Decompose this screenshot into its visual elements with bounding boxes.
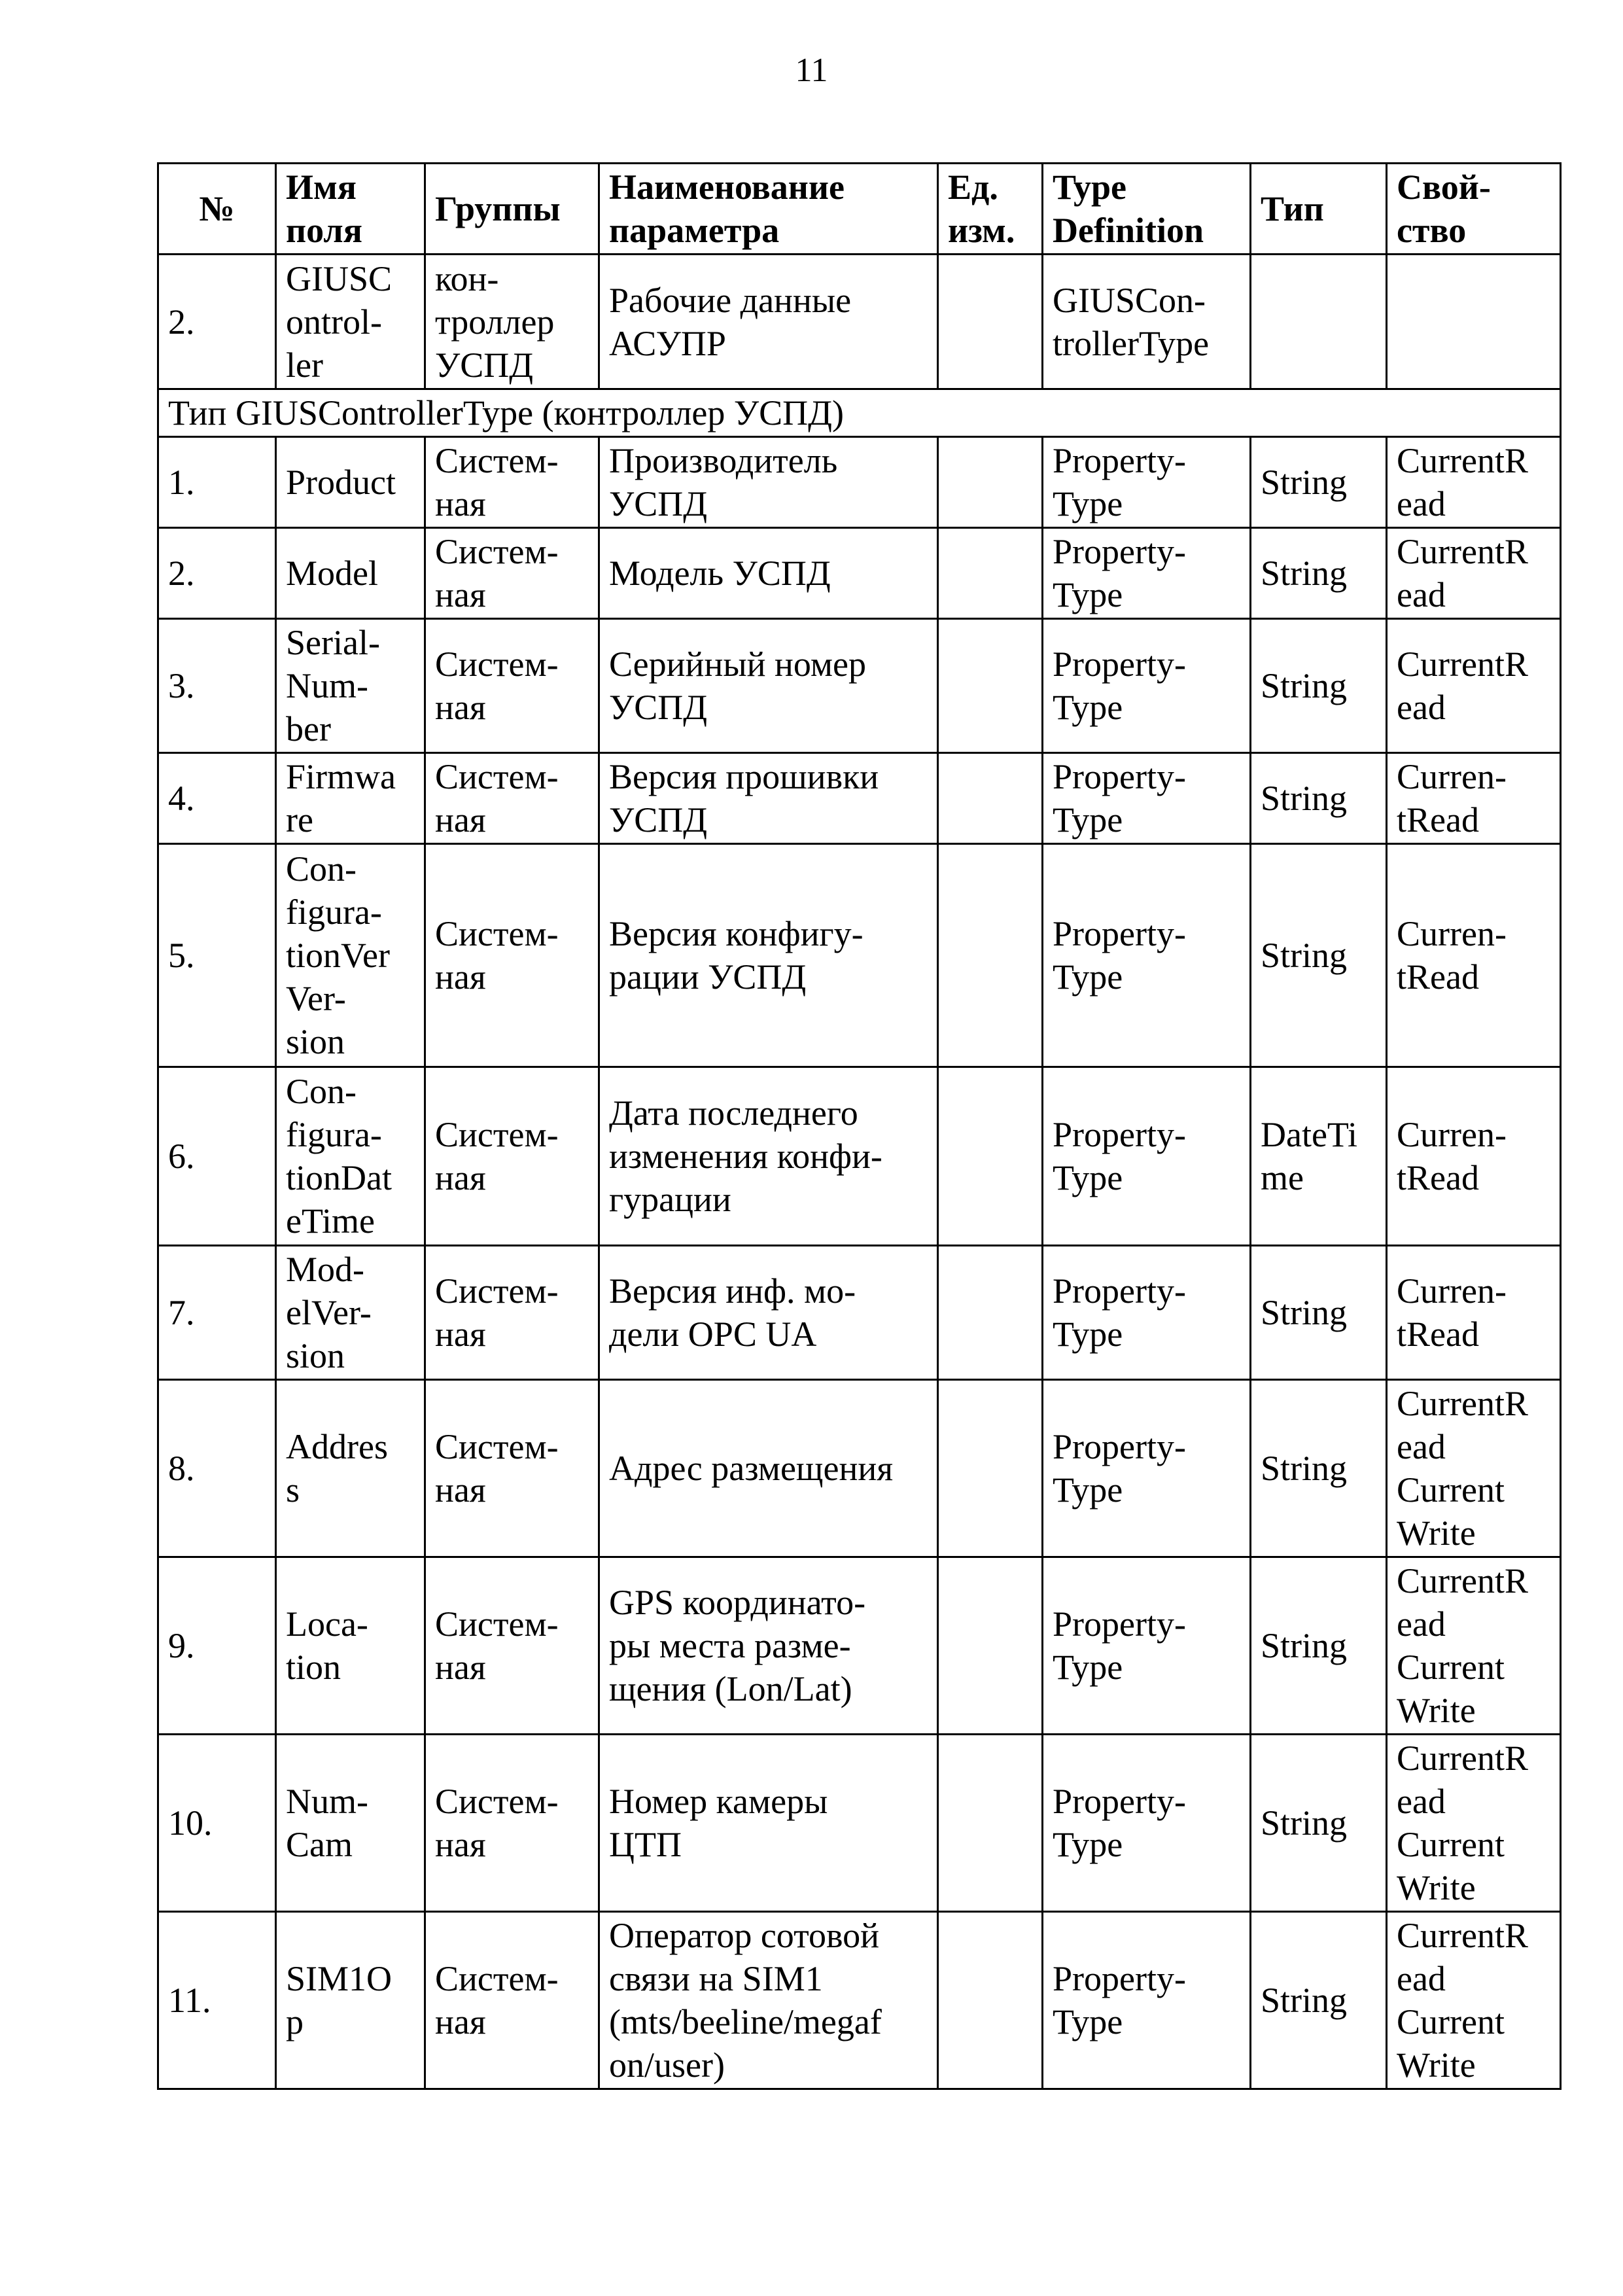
cell-param-name: Версия конфигу- рации УСПД bbox=[599, 844, 938, 1067]
header-type: Тип bbox=[1251, 164, 1387, 255]
header-property: Свой- ство bbox=[1387, 164, 1561, 255]
cell-type bbox=[1251, 255, 1387, 389]
cell-no: 7. bbox=[158, 1246, 276, 1380]
cell-param-name: Версия прошивки УСПД bbox=[599, 753, 938, 844]
cell-property: CurrentR ead Current Write bbox=[1387, 1912, 1561, 2089]
cell-property: CurrentR ead Current Write bbox=[1387, 1735, 1561, 1912]
cell-no: 10. bbox=[158, 1735, 276, 1912]
cell-type-definition: Property- Type bbox=[1043, 619, 1251, 753]
header-groups: Группы bbox=[425, 164, 599, 255]
cell-groups: Систем- ная bbox=[425, 1380, 599, 1557]
cell-type-definition: Property- Type bbox=[1043, 844, 1251, 1067]
table-row bbox=[158, 1246, 1561, 1380]
cell-no: 2. bbox=[158, 255, 276, 389]
cell-type: String bbox=[1251, 1735, 1387, 1912]
header-field-name: Имя поля bbox=[276, 164, 425, 255]
cell-unit bbox=[938, 619, 1043, 753]
cell-type: String bbox=[1251, 528, 1387, 619]
cell-param-name: Номер камеры ЦТП bbox=[599, 1735, 938, 1912]
cell-no: 2. bbox=[158, 528, 276, 619]
cell-no: 11. bbox=[158, 1912, 276, 2089]
cell-unit bbox=[938, 1380, 1043, 1557]
cell-param-name: Оператор сотовой связи на SIM1 (mts/beeline/megaf on/user) bbox=[599, 1912, 938, 2089]
cell-groups: Систем- ная bbox=[425, 1735, 599, 1912]
cell-param-name: Дата последнего изменения конфи- гурации bbox=[599, 1067, 938, 1246]
cell-type: String bbox=[1251, 1380, 1387, 1557]
cell-no: 8. bbox=[158, 1380, 276, 1557]
cell-field-name: Product bbox=[276, 437, 425, 528]
table-section-row bbox=[158, 389, 1561, 437]
cell-unit bbox=[938, 528, 1043, 619]
cell-property: CurrentR ead bbox=[1387, 528, 1561, 619]
cell-property: CurrentR ead bbox=[1387, 619, 1561, 753]
cell-unit bbox=[938, 1912, 1043, 2089]
cell-type: String bbox=[1251, 1557, 1387, 1735]
cell-groups: кон- троллер УСПД bbox=[425, 255, 599, 389]
cell-groups: Систем- ная bbox=[425, 1246, 599, 1380]
cell-param-name: Версия инф. мо- дели OPC UA bbox=[599, 1246, 938, 1380]
cell-unit bbox=[938, 753, 1043, 844]
cell-property: Curren- tRead bbox=[1387, 844, 1561, 1067]
cell-unit bbox=[938, 1067, 1043, 1246]
section-title: Тип GIUSControllerType (контроллер УСПД) bbox=[158, 389, 1561, 437]
table-row bbox=[158, 1557, 1561, 1735]
cell-groups: Систем- ная bbox=[425, 619, 599, 753]
page-number: 11 bbox=[795, 52, 828, 89]
header-param-name: Наименование параметра bbox=[599, 164, 938, 255]
cell-type: String bbox=[1251, 437, 1387, 528]
table-row bbox=[158, 619, 1561, 753]
cell-groups: Систем- ная bbox=[425, 1067, 599, 1246]
cell-property: Curren- tRead bbox=[1387, 753, 1561, 844]
cell-type: String bbox=[1251, 753, 1387, 844]
cell-type-definition: Property- Type bbox=[1043, 528, 1251, 619]
cell-param-name: GPS координато- ры места разме- щения (Lon/Lat) bbox=[599, 1557, 938, 1735]
cell-type-definition: Property- Type bbox=[1043, 1380, 1251, 1557]
cell-field-name: Model bbox=[276, 528, 425, 619]
cell-no: 1. bbox=[158, 437, 276, 528]
table-row bbox=[158, 753, 1561, 844]
cell-type-definition: Property- Type bbox=[1043, 1067, 1251, 1246]
table-row bbox=[158, 1912, 1561, 2089]
cell-unit bbox=[938, 1735, 1043, 1912]
cell-groups: Систем- ная bbox=[425, 528, 599, 619]
cell-type-definition: Property- Type bbox=[1043, 753, 1251, 844]
header-unit: Ед. изм. bbox=[938, 164, 1043, 255]
cell-type-definition: Property- Type bbox=[1043, 437, 1251, 528]
cell-param-name: Рабочие данные АСУПР bbox=[599, 255, 938, 389]
cell-property: CurrentR ead bbox=[1387, 437, 1561, 528]
cell-property bbox=[1387, 255, 1561, 389]
parameters-table bbox=[157, 162, 1562, 2090]
cell-unit bbox=[938, 255, 1043, 389]
cell-type: String bbox=[1251, 844, 1387, 1067]
cell-no: 5. bbox=[158, 844, 276, 1067]
cell-type-definition: GIUSCon- trollerType bbox=[1043, 255, 1251, 389]
cell-type: String bbox=[1251, 619, 1387, 753]
table-row-controller bbox=[158, 255, 1561, 389]
cell-field-name: Loca- tion bbox=[276, 1557, 425, 1735]
cell-type-definition: Property- Type bbox=[1043, 1735, 1251, 1912]
table-header-row bbox=[158, 164, 1561, 255]
cell-field-name: Firmwa re bbox=[276, 753, 425, 844]
cell-unit bbox=[938, 844, 1043, 1067]
cell-property: Curren- tRead bbox=[1387, 1246, 1561, 1380]
table-row bbox=[158, 1067, 1561, 1246]
table-row bbox=[158, 844, 1561, 1067]
cell-type-definition: Property- Type bbox=[1043, 1557, 1251, 1735]
cell-param-name: Серийный номер УСПД bbox=[599, 619, 938, 753]
table-row bbox=[158, 1735, 1561, 1912]
cell-type: DateTi me bbox=[1251, 1067, 1387, 1246]
cell-no: 3. bbox=[158, 619, 276, 753]
cell-unit bbox=[938, 437, 1043, 528]
cell-type: String bbox=[1251, 1912, 1387, 2089]
cell-field-name: Num- Cam bbox=[276, 1735, 425, 1912]
cell-unit bbox=[938, 1557, 1043, 1735]
cell-field-name: Con- figura- tionVer Ver- sion bbox=[276, 844, 425, 1067]
cell-no: 4. bbox=[158, 753, 276, 844]
cell-groups: Систем- ная bbox=[425, 844, 599, 1067]
cell-param-name: Модель УСПД bbox=[599, 528, 938, 619]
cell-no: 6. bbox=[158, 1067, 276, 1246]
table-row bbox=[158, 1380, 1561, 1557]
cell-groups: Систем- ная bbox=[425, 1912, 599, 2089]
cell-property: CurrentR ead Current Write bbox=[1387, 1380, 1561, 1557]
cell-no: 9. bbox=[158, 1557, 276, 1735]
cell-groups: Систем- ная bbox=[425, 753, 599, 844]
cell-param-name: Производитель УСПД bbox=[599, 437, 938, 528]
cell-unit bbox=[938, 1246, 1043, 1380]
cell-type-definition: Property- Type bbox=[1043, 1912, 1251, 2089]
cell-field-name: Mod- elVer- sion bbox=[276, 1246, 425, 1380]
cell-property: Curren- tRead bbox=[1387, 1067, 1561, 1246]
cell-groups: Систем- ная bbox=[425, 437, 599, 528]
cell-property: CurrentR ead Current Write bbox=[1387, 1557, 1561, 1735]
header-no: № bbox=[158, 164, 276, 255]
cell-param-name: Адрес размещения bbox=[599, 1380, 938, 1557]
cell-type: String bbox=[1251, 1246, 1387, 1380]
cell-field-name: Con- figura- tionDat eTime bbox=[276, 1067, 425, 1246]
cell-field-name: Serial- Num- ber bbox=[276, 619, 425, 753]
table-row bbox=[158, 437, 1561, 528]
cell-type-definition: Property- Type bbox=[1043, 1246, 1251, 1380]
cell-groups: Систем- ная bbox=[425, 1557, 599, 1735]
cell-field-name: SIM1O p bbox=[276, 1912, 425, 2089]
cell-field-name: Addres s bbox=[276, 1380, 425, 1557]
cell-field-name: GIUSC ontrol- ler bbox=[276, 255, 425, 389]
header-type-definition: Type Definition bbox=[1043, 164, 1251, 255]
table-row bbox=[158, 528, 1561, 619]
